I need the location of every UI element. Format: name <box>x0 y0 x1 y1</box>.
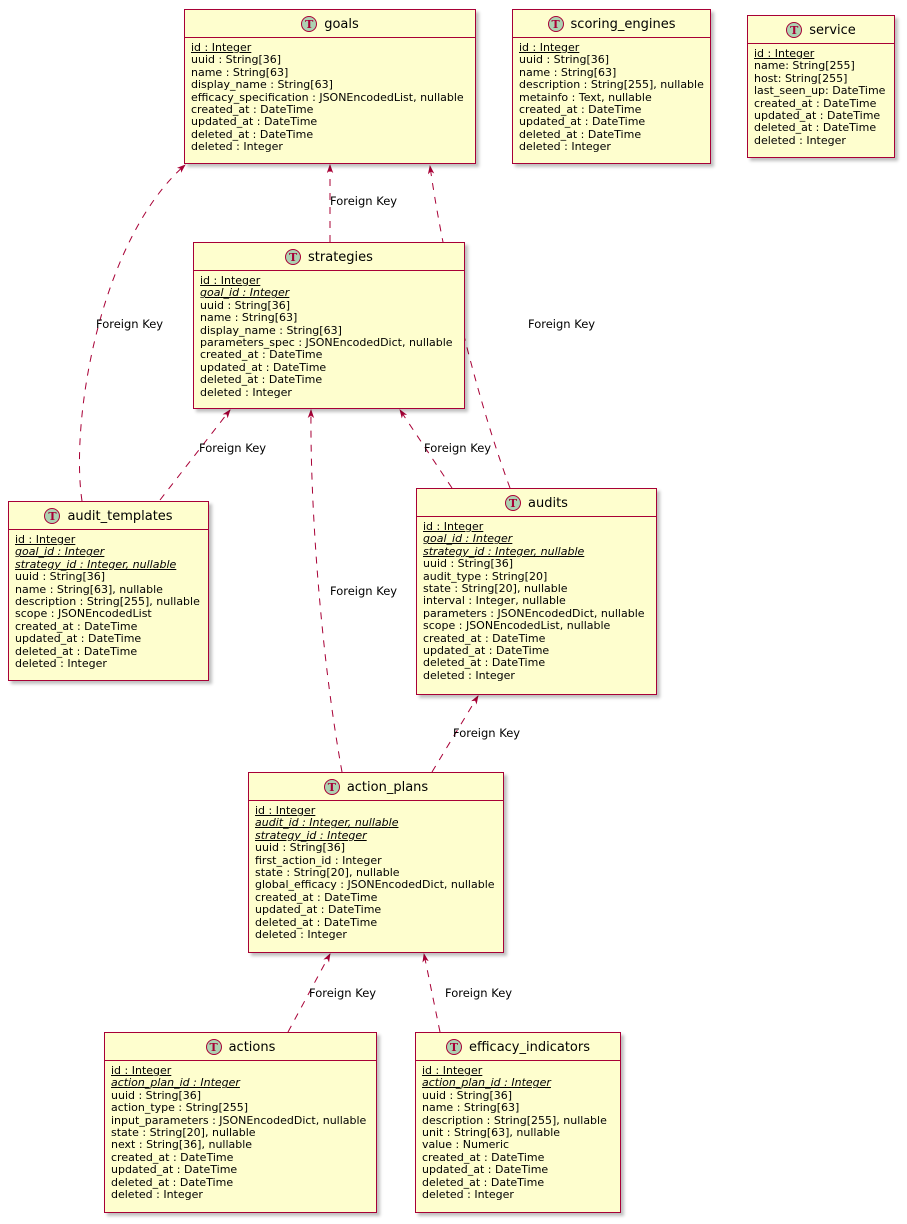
entity-field: uuid : String[36] <box>519 53 610 67</box>
entity-field: action_plan_id : Integer <box>111 1076 240 1090</box>
entity-field: action_type : String[255] <box>111 1101 249 1115</box>
entity-audit_templates[interactable] <box>8 501 209 681</box>
entity-field: name: String[255] <box>754 59 855 73</box>
entity-field: state : String[20], nullable <box>255 866 400 880</box>
entity-field: value : Numeric <box>422 1138 510 1152</box>
entity-fields-scoring_engines <box>513 38 710 159</box>
entity-field: name : String[63] <box>191 65 289 79</box>
entity-title: audits <box>528 495 568 511</box>
entity-field: uuid : String[36] <box>423 557 514 571</box>
entity-fields-strategies <box>194 271 464 404</box>
edge-label-audits-goals: Foreign Key <box>528 317 596 331</box>
entity-header-audit_templates <box>9 502 208 530</box>
entity-field: id : Integer <box>423 520 484 533</box>
entity-field: id : Integer <box>422 1064 483 1077</box>
entity-scoring_engines[interactable] <box>512 9 711 164</box>
entity-field: updated_at : DateTime <box>422 1163 549 1177</box>
entity-field: host: String[255] <box>754 71 848 85</box>
entity-field: parameters : JSONEncodedDict, nullable <box>423 606 645 620</box>
entity-header-actions <box>105 1033 376 1061</box>
entity-title: scoring_engines <box>570 16 676 32</box>
entity-title: efficacy_indicators <box>468 1039 591 1055</box>
table-icon: T <box>324 779 340 795</box>
entity-field: parameters_spec : JSONEncodedDict, nullable <box>200 336 453 350</box>
entity-field: deleted_at : DateTime <box>111 1175 234 1189</box>
entity-goals[interactable] <box>184 9 476 164</box>
edge-label-audit_templates-strategies: Foreign Key <box>199 441 267 455</box>
edge-label-action_plans-audits: Foreign Key <box>453 726 521 740</box>
entity-field: updated_at : DateTime <box>200 360 327 374</box>
table-icon: T <box>548 16 564 32</box>
entity-field: strategy_id : Integer, nullable <box>15 557 177 571</box>
entity-field: deleted : Integer <box>423 668 515 682</box>
edge-label-efficacy_indicators-action_plans: Foreign Key <box>445 986 513 1000</box>
table-icon: T <box>285 249 301 265</box>
entity-field: goal_id : Integer <box>15 545 105 559</box>
entity-field: deleted : Integer <box>200 385 292 399</box>
edge-audit_templates-goals <box>79 165 185 501</box>
entity-field: deleted_at : DateTime <box>519 127 642 141</box>
entity-field: created_at : DateTime <box>754 96 877 110</box>
entity-field: updated_at : DateTime <box>754 109 881 123</box>
entity-action_plans[interactable] <box>248 772 504 953</box>
entity-field: id : Integer <box>519 41 580 54</box>
entity-header-scoring_engines <box>513 10 710 38</box>
entity-field: goal_id : Integer <box>423 532 513 546</box>
entity-field: strategy_id : Integer <box>255 828 367 842</box>
entity-field: deleted_at : DateTime <box>15 644 138 658</box>
entity-header-audits <box>417 489 656 517</box>
entity-fields-audits <box>417 517 656 687</box>
edge-audit_templates-strategies <box>160 410 230 500</box>
entity-title: strategies <box>308 249 373 265</box>
entity-field: scope : JSONEncodedList, nullable <box>423 619 611 633</box>
entity-field: updated_at : DateTime <box>423 644 550 658</box>
table-icon: T <box>44 508 60 524</box>
entity-field: updated_at : DateTime <box>15 632 142 646</box>
entity-field: name : String[63] <box>519 65 617 79</box>
entity-field: uuid : String[36] <box>111 1088 202 1102</box>
entity-fields-efficacy_indicators <box>416 1061 620 1206</box>
entity-service[interactable] <box>747 15 895 158</box>
entity-field: deleted : Integer <box>519 140 611 154</box>
entity-field: display_name : String[63] <box>200 323 342 337</box>
entity-title: actions <box>228 1039 276 1055</box>
entity-field: state : String[20], nullable <box>111 1126 256 1140</box>
edge-label-actions-action_plans: Foreign Key <box>309 986 377 1000</box>
entity-field: name : String[63] <box>200 311 298 325</box>
entity-title: action_plans <box>346 779 429 795</box>
entity-field: deleted_at : DateTime <box>200 373 323 387</box>
entity-field: updated_at : DateTime <box>519 115 646 129</box>
entity-header-efficacy_indicators <box>416 1033 620 1061</box>
entity-field: created_at : DateTime <box>422 1150 545 1164</box>
entity-field: created_at : DateTime <box>15 619 138 633</box>
entity-field: description : String[255], nullable <box>422 1113 607 1127</box>
entity-field: uuid : String[36] <box>422 1088 513 1102</box>
table-icon: T <box>786 22 802 38</box>
entity-field: global_efficacy : JSONEncodedDict, nullable <box>255 878 495 892</box>
edge-label-audit_templates-goals: Foreign Key <box>96 317 164 331</box>
entity-field: name : String[63] <box>422 1101 520 1115</box>
entity-field: uuid : String[36] <box>200 298 291 312</box>
entity-field: unit : String[63], nullable <box>422 1126 561 1140</box>
entity-field: state : String[20], nullable <box>423 582 568 596</box>
edge-label-action_plans-strategies: Foreign Key <box>330 584 398 598</box>
entity-field: next : String[36], nullable <box>111 1138 253 1152</box>
entity-header-service <box>748 16 894 44</box>
entity-field: last_seen_up: DateTime <box>754 84 886 98</box>
entity-header-strategies <box>194 243 464 271</box>
entity-field: display_name : String[63] <box>191 78 333 92</box>
entity-field: audit_type : String[20] <box>423 569 548 583</box>
entity-field: audit_id : Integer, nullable <box>255 816 399 830</box>
entity-fields-action_plans <box>249 801 503 946</box>
table-icon: T <box>505 495 521 511</box>
entity-field: deleted : Integer <box>111 1188 203 1202</box>
entity-field: created_at : DateTime <box>191 103 314 117</box>
entity-field: uuid : String[36] <box>15 570 106 584</box>
edge-label-strategies-goals: Foreign Key <box>330 194 398 208</box>
entity-field: updated_at : DateTime <box>111 1163 238 1177</box>
entity-field: uuid : String[36] <box>191 53 282 67</box>
entity-field: first_action_id : Integer <box>255 853 382 867</box>
entity-field: goal_id : Integer <box>200 286 290 300</box>
entity-field: id : Integer <box>754 47 815 60</box>
edge-label-audits-strategies: Foreign Key <box>424 441 492 455</box>
table-icon: T <box>206 1039 222 1055</box>
entity-field: deleted_at : DateTime <box>754 121 877 135</box>
entity-fields-goals <box>185 38 475 159</box>
entity-field: deleted_at : DateTime <box>255 915 378 929</box>
entity-audits[interactable] <box>416 488 657 695</box>
entity-title: service <box>809 22 856 38</box>
entity-strategies[interactable] <box>193 242 465 409</box>
entity-title: goals <box>324 16 359 32</box>
entity-field: created_at : DateTime <box>423 631 546 645</box>
entity-field: description : String[255], nullable <box>15 595 200 609</box>
entity-field: id : Integer <box>15 533 76 546</box>
entity-field: created_at : DateTime <box>519 103 642 117</box>
entity-field: scope : JSONEncodedList <box>15 607 152 621</box>
entity-field: id : Integer <box>255 804 316 817</box>
entity-actions[interactable] <box>104 1032 377 1213</box>
entity-field: id : Integer <box>191 41 252 54</box>
entity-fields-audit_templates <box>9 530 208 675</box>
entity-field: created_at : DateTime <box>255 890 378 904</box>
edge-efficacy_indicators-action_plans <box>424 954 440 1032</box>
entity-field: interval : Integer, nullable <box>423 594 566 608</box>
entity-field: deleted : Integer <box>255 928 347 942</box>
entity-fields-actions <box>105 1061 376 1206</box>
entity-field: deleted : Integer <box>754 133 846 147</box>
entity-header-goals <box>185 10 475 38</box>
entity-field: deleted_at : DateTime <box>422 1175 545 1189</box>
entity-field: deleted : Integer <box>422 1188 514 1202</box>
entity-field: deleted : Integer <box>191 140 283 154</box>
entity-field: deleted : Integer <box>15 657 107 671</box>
entity-field: action_plan_id : Integer <box>422 1076 551 1090</box>
table-icon: T <box>301 16 317 32</box>
entity-field: strategy_id : Integer, nullable <box>423 544 585 558</box>
entity-title: audit_templates <box>67 508 173 524</box>
entity-field: efficacy_specification : JSONEncodedList, nullable <box>191 90 464 104</box>
table-icon: T <box>446 1039 462 1055</box>
entity-field: input_parameters : JSONEncodedDict, nullable <box>111 1113 367 1127</box>
entity-field: created_at : DateTime <box>200 348 323 362</box>
entity-field: description : String[255], nullable <box>519 78 704 92</box>
entity-field: deleted_at : DateTime <box>423 656 546 670</box>
entity-header-action_plans <box>249 773 503 801</box>
entity-field: created_at : DateTime <box>111 1150 234 1164</box>
entity-field: deleted_at : DateTime <box>191 127 314 141</box>
entity-field: updated_at : DateTime <box>191 115 318 129</box>
entity-field: id : Integer <box>111 1064 172 1077</box>
entity-efficacy_indicators[interactable] <box>415 1032 621 1213</box>
entity-field: id : Integer <box>200 274 261 287</box>
entity-fields-service <box>748 44 894 152</box>
entity-field: uuid : String[36] <box>255 841 346 855</box>
entity-field: updated_at : DateTime <box>255 903 382 917</box>
entity-field: metainfo : Text, nullable <box>519 90 652 104</box>
entity-field: name : String[63], nullable <box>15 582 163 596</box>
